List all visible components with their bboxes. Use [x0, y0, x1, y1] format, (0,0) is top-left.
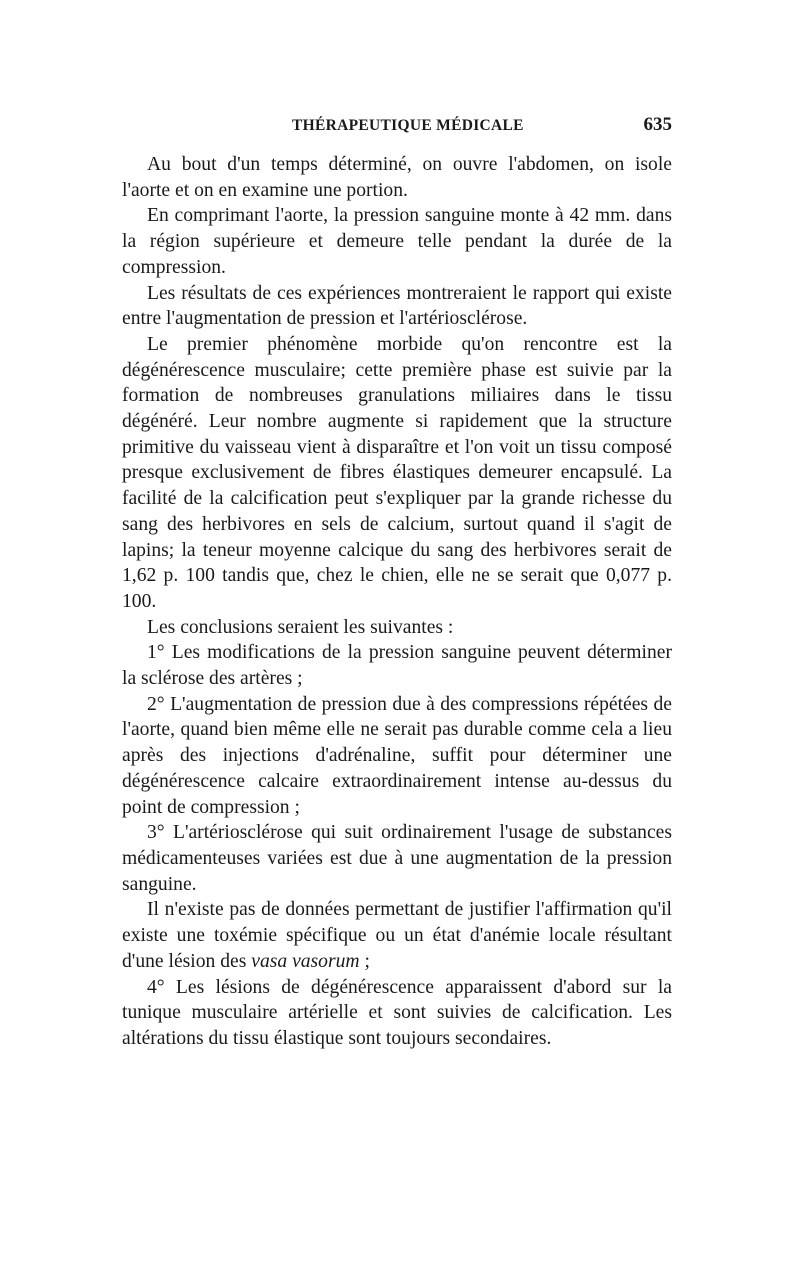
paragraph-3: Les résultats de ces expériences montreraient le rapport qui existe entre l'augmentation de pression et l'artériosclérose. [122, 282, 672, 330]
conclusion-2: 2° L'augmentation de pression due à des compressions répétées de l'aorte, quand bien même elle ne serait pas durable comme cela a lieu après des injections d'adrénaline, suffit pour déterminer une dégénérescence calcaire extraordinairement intense au-dessus du point de compression ; [122, 693, 672, 818]
paragraph-vasa-text: Il n'existe pas de données permettant de justifier l'affirmation qu'il existe une toxémie spécifique ou un état d'anémie locale résultant d'une lésion des [122, 899, 672, 972]
page-number: 635 [643, 114, 672, 135]
italic-term: vasa vasorum [251, 950, 360, 972]
running-title: THÉRAPEUTIQUE MÉDICALE [292, 117, 524, 134]
running-header [122, 114, 672, 141]
body-text [122, 152, 672, 1052]
paragraph-4: Le premier phénomène morbide qu'on rencontre est la dégénérescence musculaire; cette première phase est suivie par la formation de nombreuses granulations miliaires dans le tissu dégénéré. Leur nombre augmente si rapidement que la structure primitive du vaisseau vient à disparaître et l'on voit un tissu composé presque exclusivement de fibres élastiques demeurer encapsulé. La facilité de la calcification peut s'expliquer par la grande richesse du sang des herbivores en sels de calcium, surtout quand il s'agit de lapins; la teneur moyenne calcique du sang des herbivores serait de 1,62 p. 100 tandis que, chez le chien, elle ne se serait que 0,077 p. 100. [122, 333, 672, 612]
paragraph-vasa-vasorum [122, 897, 672, 974]
conclusion-1: 1° Les modifications de la pression sanguine peuvent déterminer la sclérose des artères ; [122, 642, 672, 690]
conclusion-4: 4° Les lésions de dégénérescence apparaissent d'abord sur la tunique musculaire artérielle et sont suivies de calcification. Les altérations du tissu élastique sont toujours secondaires. [122, 976, 672, 1049]
paragraph-5: Les conclusions seraient les suivantes : [147, 616, 454, 638]
paragraph-vasa-end: ; [359, 950, 370, 972]
paragraph-2: En comprimant l'aorte, la pression sanguine monte à 42 mm. dans la région supérieure et demeure telle pendant la durée de la compression. [122, 205, 672, 278]
conclusion-3: 3° L'artériosclérose qui suit ordinairement l'usage de substances médicamenteuses variées est due à une augmentation de la pression sanguine. [122, 822, 672, 895]
paragraph-1: Au bout d'un temps déterminé, on ouvre l'abdomen, on isole l'aorte et on en examine une portion. [122, 154, 672, 201]
